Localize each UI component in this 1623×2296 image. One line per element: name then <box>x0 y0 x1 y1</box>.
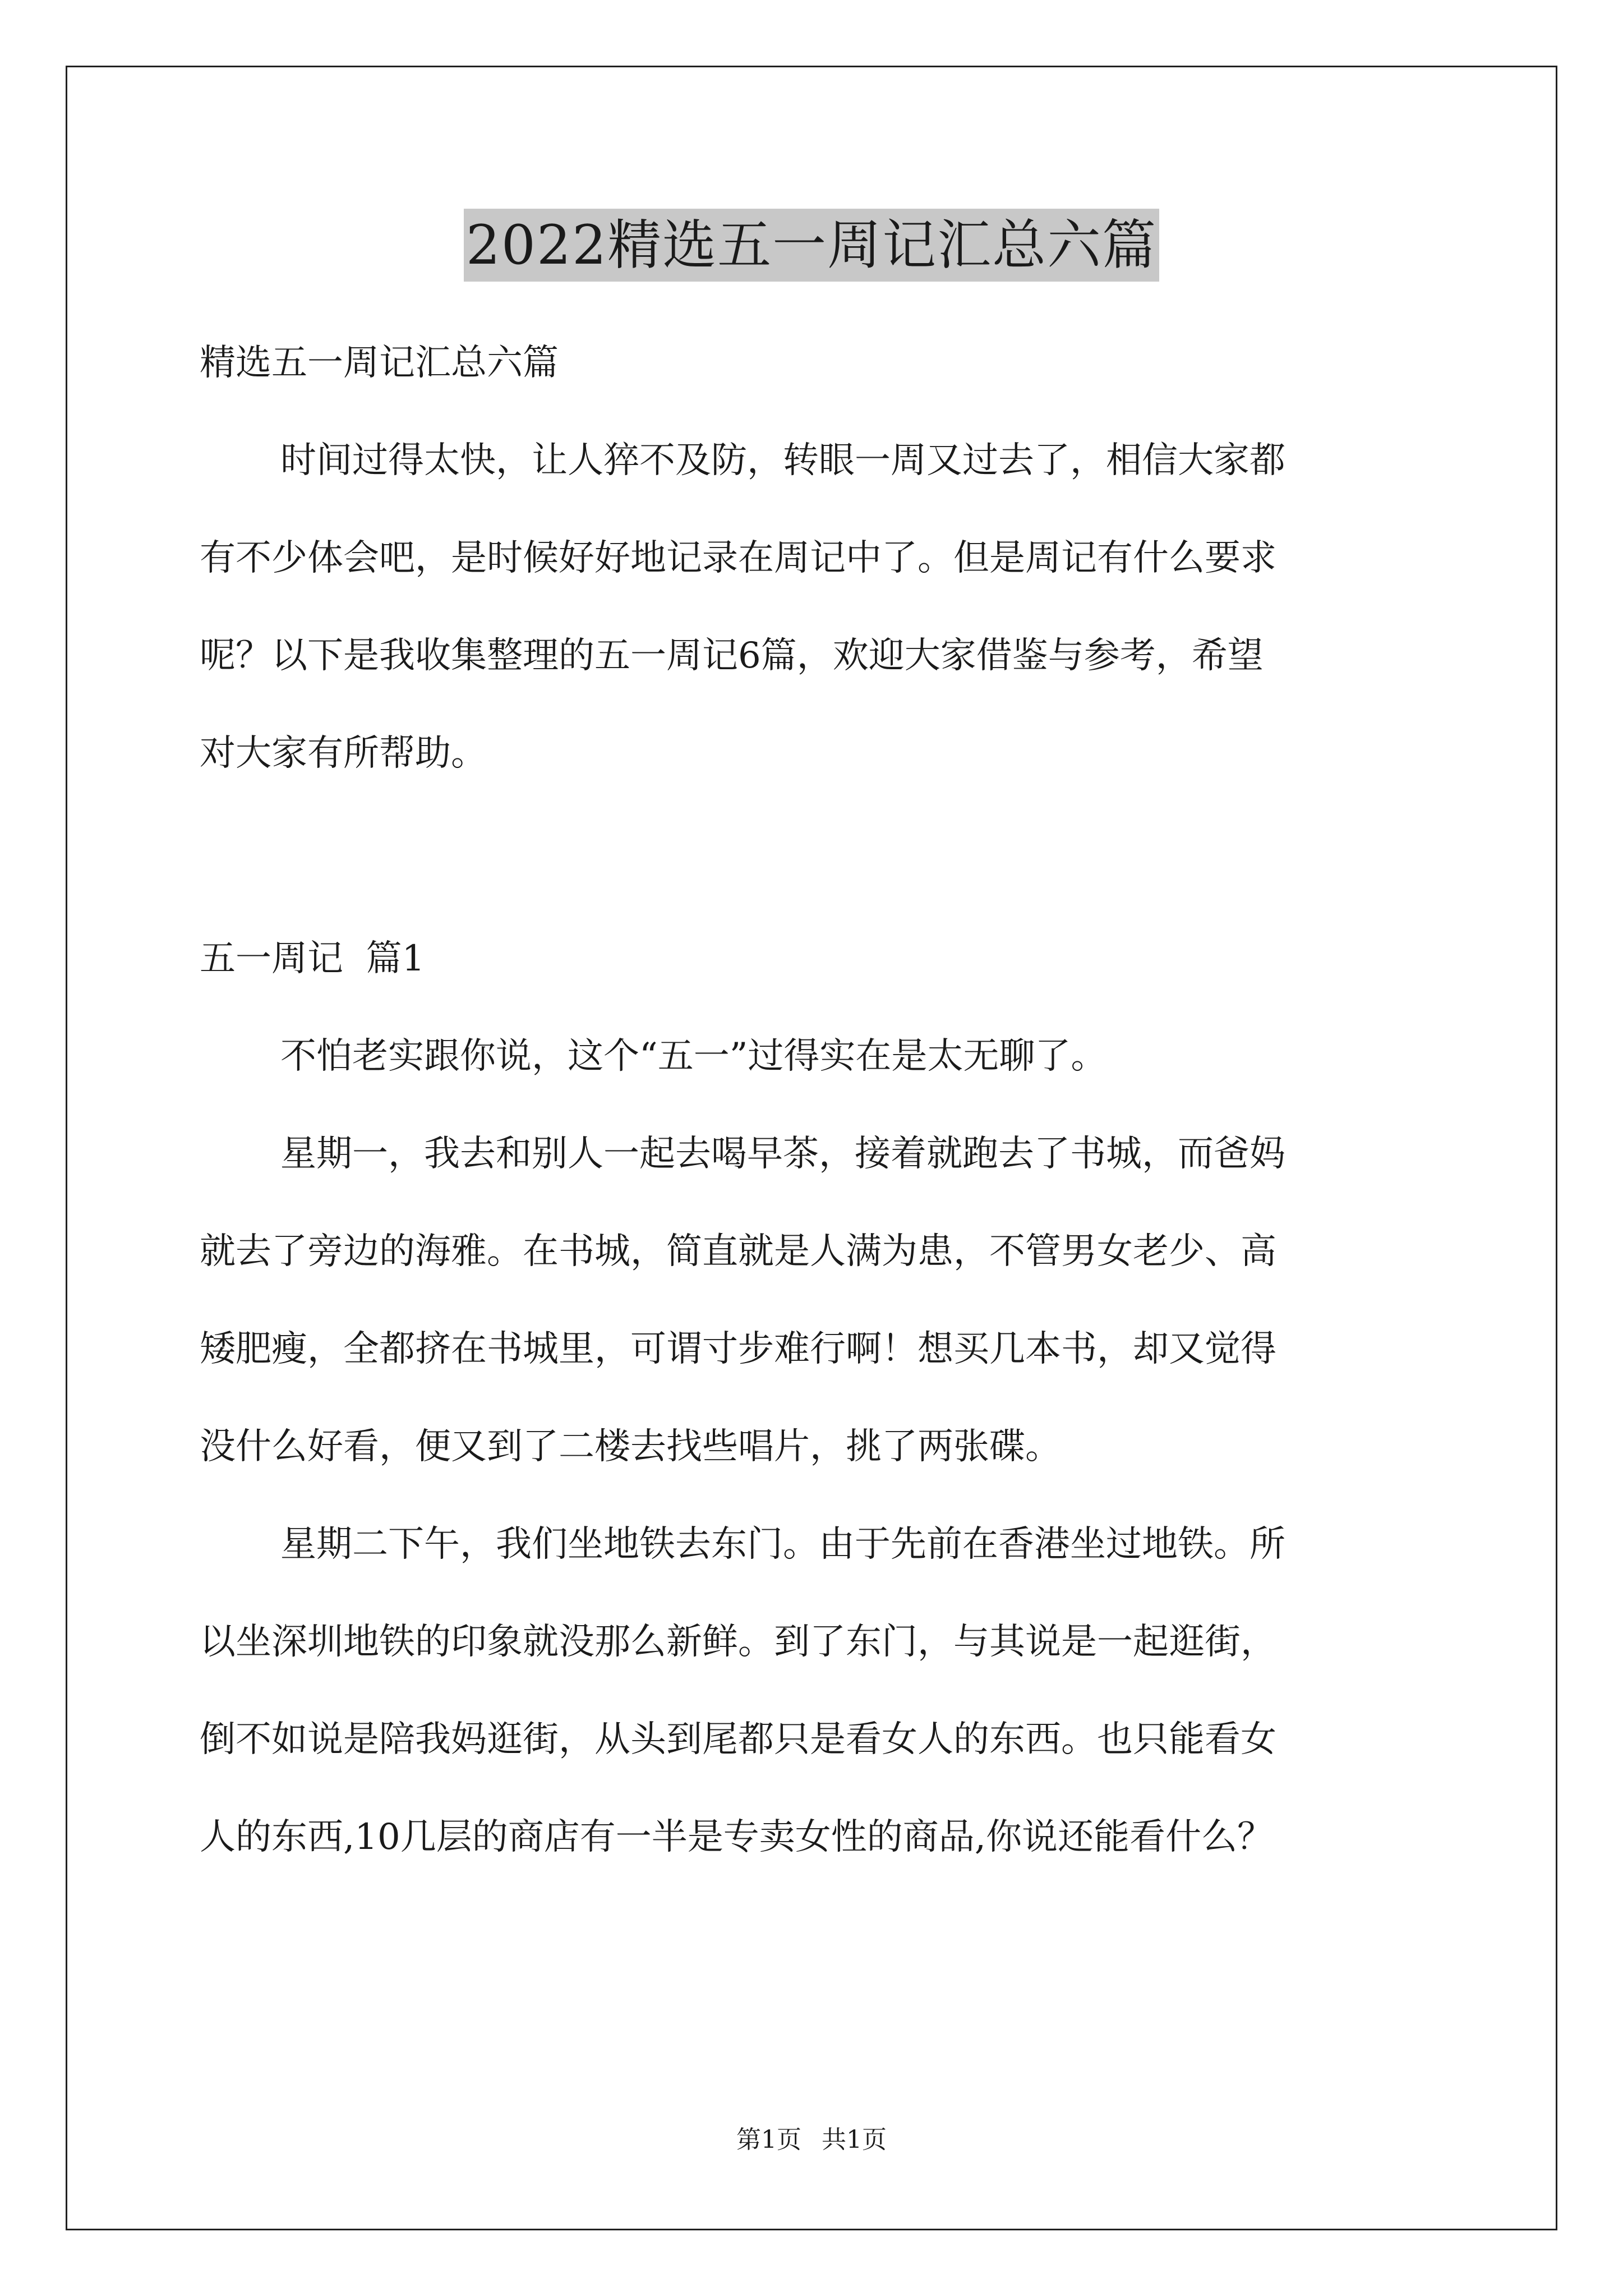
section-heading: 五一周记 篇1 <box>200 938 425 979</box>
intro-line: 时间过得太快，让人猝不及防，转眼一周又过去了，相信大家都 <box>280 440 1285 481</box>
intro-line: 呢？以下是我收集整理的五一周记6篇，欢迎大家借鉴与参考，希望 <box>200 635 1264 677</box>
intro-line: 有不少体会吧，是时候好好地记录在周记中了。但是周记有什么要求 <box>200 537 1276 579</box>
paragraph-line: 星期一，我去和别人一起去喝早茶，接着就跑去了书城，而爸妈 <box>280 1133 1285 1175</box>
paragraph-line: 倒不如说是陪我妈逛街，从头到尾都只是看女人的东西。也只能看女 <box>200 1719 1276 1760</box>
document-title: 2022精选五一周记汇总六篇 <box>464 209 1159 282</box>
page-number: 第1页 <box>736 2125 801 2154</box>
paragraph-line: 以坐深圳地铁的印象就没那么新鲜。到了东门，与其说是一起逛街， <box>200 1621 1276 1663</box>
paragraph-line: 矮肥瘦，全都挤在书城里，可谓寸步难行啊！想买几本书，却又觉得 <box>200 1328 1276 1370</box>
page-total: 共1页 <box>822 2125 887 2154</box>
paragraph-line: 就去了旁边的海雅。在书城，简直就是人满为患，不管男女老少、高 <box>200 1231 1276 1272</box>
paragraph-line: 不怕老实跟你说，这个“五一”过得实在是太无聊了。 <box>280 1036 1107 1077</box>
document-body <box>200 314 1433 1886</box>
section-gap <box>200 802 1433 910</box>
title-container <box>0 209 1623 282</box>
intro-line: 对大家有所帮助。 <box>200 733 487 774</box>
paragraph-line: 星期二下午，我们坐地铁去东门。由于先前在香港坐过地铁。所 <box>280 1524 1285 1565</box>
page-footer <box>0 2123 1623 2157</box>
document-subtitle: 精选五一周记汇总六篇 <box>200 342 559 384</box>
paragraph-line: 没什么好看，便又到了二楼去找些唱片，挑了两张碟。 <box>200 1426 1061 1467</box>
paragraph-line: 人的东西,10几层的商店有一半是专卖女性的商品,你说还能看什么？ <box>200 1816 1274 1858</box>
